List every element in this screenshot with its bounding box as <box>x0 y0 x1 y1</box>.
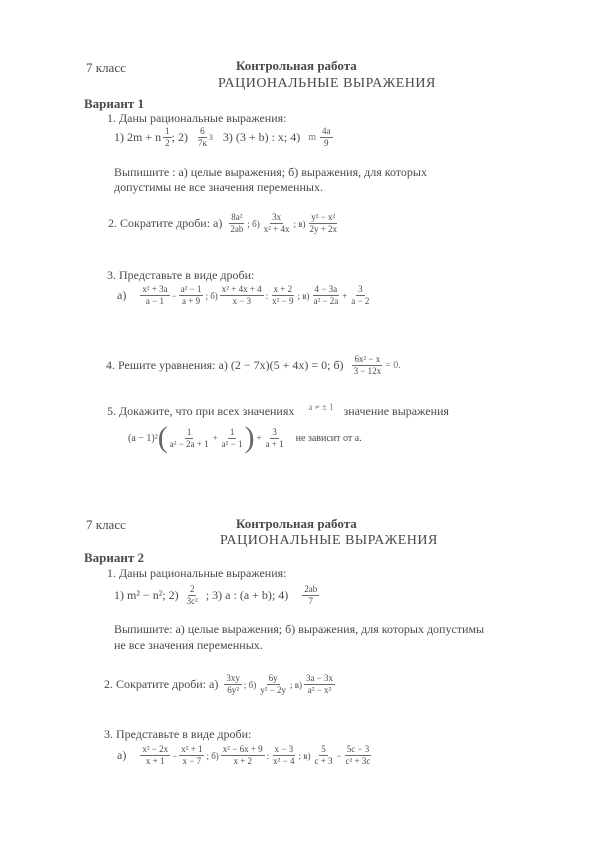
task2-sep1-v2: ; б) <box>243 679 257 690</box>
task3-c-label-v2: ; в) <box>298 750 311 761</box>
task2-label-v1: 2. Сократите дроби: а) <box>108 216 223 230</box>
frac-den: 3c² <box>186 596 198 606</box>
task5-frac3-v1 <box>264 427 286 450</box>
frac-den: x² + 4x <box>263 224 290 234</box>
frac-den: a − 1 <box>145 296 164 306</box>
frac-den: 2ab <box>230 224 244 234</box>
task2-frac-a-v1 <box>228 212 245 235</box>
test-title-v2: Контрольная работа <box>236 516 357 531</box>
task3-c-op-v2: − <box>336 750 342 761</box>
task2-v1 <box>108 212 339 235</box>
frac-num: y² − x² <box>311 212 336 222</box>
frac-num: x² + 3a <box>142 284 168 294</box>
task3-label-v2: 3. Представьте в виде дроби: <box>104 727 252 741</box>
expr-item1-v1: 1) 2m + n <box>114 130 162 144</box>
frac-den: x + 2 <box>233 756 253 766</box>
frac-den: a² − 1 <box>221 438 243 449</box>
frac-den: 2y + 2x <box>309 224 338 234</box>
task3-a-op-v1: − <box>171 290 177 301</box>
task4-v1 <box>106 354 401 377</box>
frac-num: x² − 6x + 9 <box>222 744 263 754</box>
task3-b-op-v1: : <box>265 290 269 301</box>
frac-den: x² − 9 <box>272 296 294 306</box>
task4-tail-v1: = 0. <box>385 360 401 371</box>
task1-expressions-v1 <box>114 126 333 149</box>
task5-op1-v1: + <box>212 433 218 443</box>
expr-item2-label-v1: ; 2) <box>171 130 188 144</box>
frac-num: a² − 1 <box>180 284 202 294</box>
task3-expressions-v2 <box>117 744 372 767</box>
frac-num: 5c − 3 <box>346 744 370 754</box>
test-subtitle-v1: РАЦИОНАЛЬНЫЕ ВЫРАЖЕНИЯ <box>218 76 436 91</box>
task3-prefix-v1: а) <box>117 288 127 302</box>
task3-c-frac1-v2 <box>312 744 334 767</box>
task3-b-frac2-v1 <box>270 284 295 307</box>
task2-sep1-v1: ; б) <box>247 218 260 229</box>
frac-den: 9 <box>324 138 329 148</box>
task5-cond-v1: a ≠ ± 1 <box>308 401 334 412</box>
frac-den: 7к <box>197 138 207 148</box>
frac-den: x − 3 <box>232 296 252 306</box>
task1-question-line1-v1: Выпишите : а) целые выражения; б) выражения, для которых <box>114 165 427 179</box>
task3-a-frac1-v2 <box>140 744 170 767</box>
task2-frac-b-v1 <box>262 212 292 235</box>
task5-frac1-v1 <box>168 427 211 450</box>
task3-b-op-v2: : <box>266 750 270 761</box>
expr-item2-frac-v2 <box>185 584 200 607</box>
task3-b-frac1-v1 <box>220 284 264 307</box>
frac-den: c² + 3c <box>345 756 371 766</box>
expr-item4-frac-v1 <box>320 126 333 149</box>
expr-item1-frac-v1 <box>163 126 172 149</box>
task1-question-line1-v2: Выпишите: а) целые выражения; б) выражения, для которых допустимы <box>114 622 485 636</box>
task5-line1-v1 <box>107 401 449 419</box>
frac-num: 1 <box>165 126 170 136</box>
task2-v2 <box>104 673 335 696</box>
task2-frac-c-v2 <box>304 673 335 696</box>
task1-expressions-v2 <box>114 584 319 607</box>
frac-num: x + 2 <box>273 284 293 294</box>
frac-num: x² + 4x + 4 <box>221 284 262 294</box>
task5-expression-v1 <box>128 423 362 453</box>
frac-den: a + 1 <box>265 438 284 449</box>
frac-num: 2 <box>189 584 195 594</box>
task3-c-op-v1: + <box>342 290 348 301</box>
task2-frac-c-v1 <box>307 212 339 235</box>
task3-expressions-v1 <box>117 284 371 307</box>
task1-question-line2-v1: допустимы не все значения переменных. <box>114 180 323 194</box>
task5-end-v1: не зависит от a. <box>295 432 362 444</box>
expr-item1-v2: 1) m² − n²; 2) <box>114 588 179 602</box>
expr-item3-v2: ; 3) a : (a + b); 4) <box>205 588 289 602</box>
frac-den: 3 − 12x <box>353 366 382 376</box>
task2-sep2-v1: ; в) <box>293 218 306 229</box>
task3-c-frac1-v1 <box>311 284 340 307</box>
task3-b-label-v2: ; б) <box>206 750 219 761</box>
task3-prefix-v2: а) <box>117 748 127 762</box>
frac-den: 2 <box>165 138 170 148</box>
task1-header-v1: 1. Даны рациональные выражения: <box>107 111 287 125</box>
expr-item2-frac-v1 <box>196 126 209 149</box>
task1-question-line2-v2: не все значения переменных. <box>114 638 263 652</box>
frac-num: x² + 1 <box>181 744 203 754</box>
task3-a-frac1-v1 <box>140 284 169 307</box>
task5-op2-v1: + <box>256 433 262 443</box>
task4-label-v1: 4. Решите уравнения: а) (2 − 7x)(5 + 4x) = 0; б) <box>106 358 344 372</box>
frac-num: 3 <box>272 426 277 437</box>
frac-den: 7 <box>308 596 313 606</box>
task5-prefix-v1: (a − 1)² <box>128 432 158 444</box>
test-title-v1: Контрольная работа <box>236 58 357 73</box>
task3-a-frac2-v2 <box>179 744 204 767</box>
task5-tail-v1: значение выражения <box>343 404 449 418</box>
frac-den: x − 7 <box>182 756 202 766</box>
test-subtitle-v2: РАЦИОНАЛЬНЫЕ ВЫРАЖЕНИЯ <box>220 533 438 548</box>
task3-b-frac2-v2 <box>271 744 296 767</box>
task5-label-v1: 5. Докажите, что при всех значениях <box>107 404 295 418</box>
task1-header-v2: 1. Даны рациональные выражения: <box>107 566 287 580</box>
frac-num: 4 − 3a <box>314 284 338 294</box>
expr-item4-frac-v2 <box>302 584 319 607</box>
task2-label-v2: 2. Сократите дроби: а) <box>104 677 219 691</box>
frac-den: a² − 2a + 1 <box>169 438 209 449</box>
frac-den: 6y² <box>227 685 239 695</box>
task3-label-v1: 3. Представьте в виде дроби: <box>107 268 255 282</box>
frac-num: 6x² − x <box>354 354 381 364</box>
frac-num: 6 <box>200 126 205 136</box>
frac-num: 3a − 3x <box>305 673 334 683</box>
task3-b-label-v1: ; б) <box>205 290 218 301</box>
paren-right: ) <box>244 421 255 454</box>
task5-frac2-v1 <box>220 427 245 450</box>
variant-heading-v1: Вариант 1 <box>84 96 145 111</box>
task3-a-op-v2: − <box>172 750 178 761</box>
task4-frac-v1 <box>352 354 384 377</box>
task2-frac-b-v2 <box>258 673 288 696</box>
frac-num: 3xy <box>226 673 240 683</box>
frac-num: 1 <box>229 426 235 437</box>
variant-heading-v2: Вариант 2 <box>84 550 145 565</box>
task3-c-label-v1: ; в) <box>297 290 310 301</box>
expr-item3-v1: 3) (3 + b) : х; 4) <box>222 130 301 144</box>
frac-den: a² − x² <box>307 685 332 695</box>
frac-den: y² − 2y <box>260 685 286 695</box>
frac-den: a + 9 <box>182 296 201 306</box>
frac-den: x + 1 <box>145 756 165 766</box>
frac-num: 1 <box>186 426 192 437</box>
frac-den: a² − 2a <box>313 296 339 306</box>
frac-den: x² − 4 <box>273 756 295 766</box>
expr-item4-prefix-v1: m <box>308 132 317 143</box>
task3-c-frac2-v1 <box>349 284 371 307</box>
task3-c-frac2-v2 <box>344 744 373 767</box>
frac-den: c + 3 <box>314 756 333 766</box>
expr-item2-exp-v1: 3 <box>208 133 213 142</box>
frac-num: 5 <box>321 744 326 754</box>
frac-den: a − 2 <box>351 296 370 306</box>
task2-sep2-v2: ; в) <box>289 679 302 690</box>
frac-num: x² − 2x <box>142 744 169 754</box>
paren-left: ( <box>157 421 168 454</box>
task3-b-frac1-v2 <box>221 744 265 767</box>
task2-frac-a-v2 <box>224 673 242 696</box>
grade-label-v2: 7 класс <box>86 517 126 532</box>
frac-num: x − 3 <box>274 744 294 754</box>
task3-a-frac2-v1 <box>179 284 204 307</box>
frac-num: 6y <box>268 673 278 683</box>
frac-num: 3x <box>272 212 282 222</box>
frac-num: 4a <box>322 126 331 136</box>
frac-num: 8a² <box>231 212 243 222</box>
frac-num: 2ab <box>304 584 318 594</box>
grade-label-v1: 7 класс <box>86 60 126 75</box>
frac-num: 3 <box>358 284 363 294</box>
